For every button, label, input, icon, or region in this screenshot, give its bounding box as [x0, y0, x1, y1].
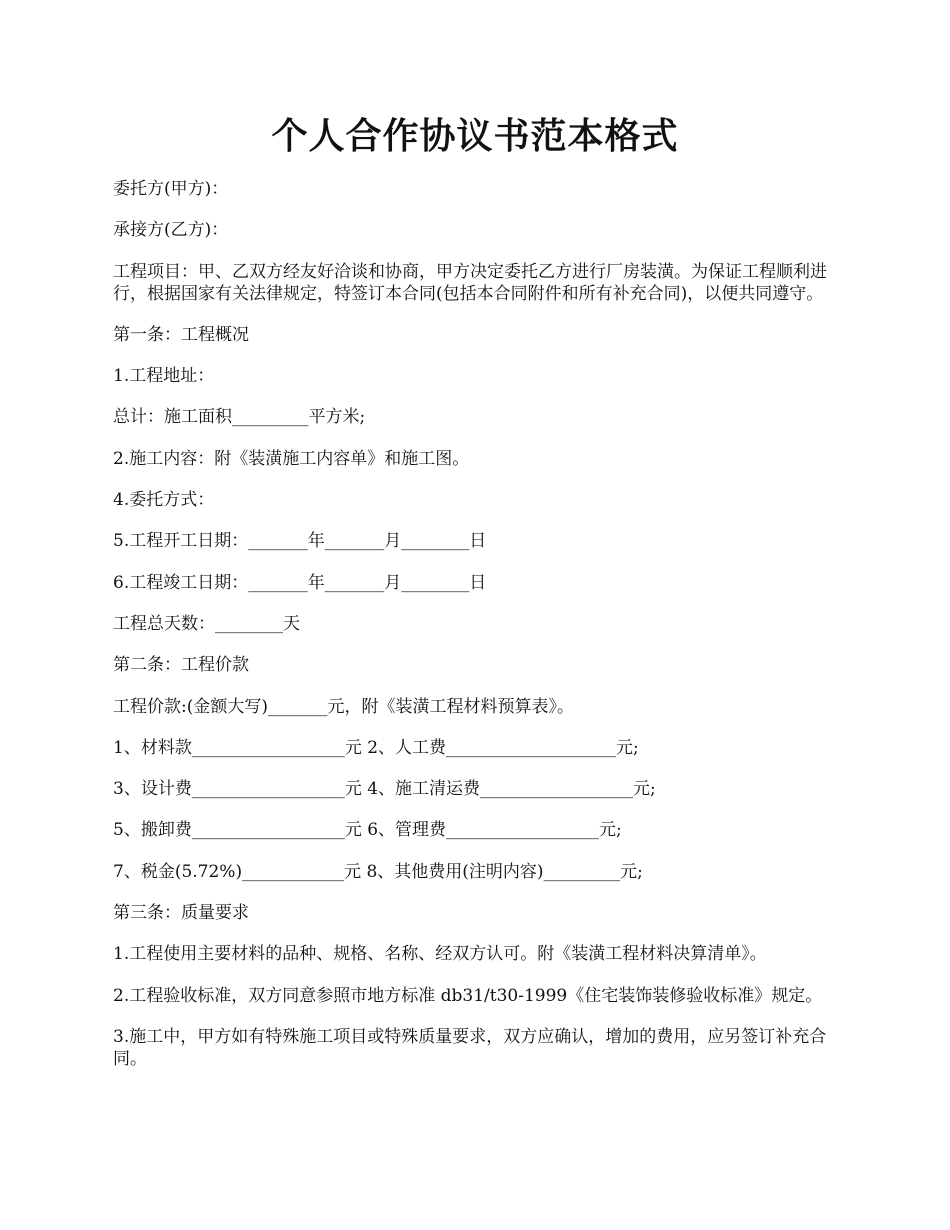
- paragraph-cost-2: 3、设计费__________________元 4、施工清运费__________________元;: [113, 779, 656, 800]
- paragraph-quality-3: 3.施工中，甲方如有特殊施工项目或特殊质量要求，双方应确认，增加的费用，应另签订补充合同。: [113, 1026, 827, 1069]
- section-heading-1: 第一条：工程概况: [113, 324, 249, 345]
- paragraph-start-date: 5.工程开工日期：_______年_______月________日: [113, 531, 487, 552]
- paragraph-client: 委托方(甲方)：: [113, 179, 229, 199]
- paragraph-cost-3: 5、搬卸费__________________元 6、管理费__________________元;: [113, 820, 622, 841]
- paragraph-quality-1: 1.工程使用主要材料的品种、规格、名称、经双方认可。附《装潢工程材料决算清单》。: [113, 944, 767, 965]
- section-heading-2: 第二条：工程价款: [113, 655, 249, 676]
- paragraph-contractor: 承接方(乙方)：: [113, 220, 229, 241]
- paragraph-address: 1.工程地址：: [113, 366, 215, 387]
- paragraph-area: 总计：施工面积_________平方米;: [113, 407, 366, 428]
- document-title: 个人合作协议书范本格式: [271, 115, 679, 157]
- paragraph-quality-2: 2.工程验收标准，双方同意参照市地方标准 db31/t30-1999《住宅装饰装修验收标准》规定。: [113, 985, 823, 1006]
- paragraph-cost-4: 7、税金(5.72%)____________元 8、其他费用(注明内容)_________元;: [113, 861, 643, 882]
- paragraph-method: 4.委托方式：: [113, 490, 215, 511]
- paragraph-price: 工程价款:(金额大写)_______元，附《装潢工程材料预算表》。: [113, 696, 574, 717]
- paragraph-project-intro: 工程项目：甲、乙双方经友好洽谈和协商，甲方决定委托乙方进行厂房装潢。为保证工程顺利进行，根据国家有关法律规定，特签订本合同(包括本合同附件和所有补充合同)，以便共同遵守。: [113, 261, 827, 304]
- paragraph-end-date: 6.工程竣工日期：_______年_______月________日: [113, 572, 487, 593]
- paragraph-content: 2.施工内容：附《装潢施工内容单》和施工图。: [113, 448, 470, 469]
- document-body: [113, 178, 853, 1089]
- paragraph-total-days: 工程总天数：________天: [113, 613, 300, 634]
- paragraph-cost-1: 1、材料款__________________元 2、人工费____________________元;: [113, 737, 639, 758]
- section-heading-3: 第三条：质量要求: [113, 903, 249, 924]
